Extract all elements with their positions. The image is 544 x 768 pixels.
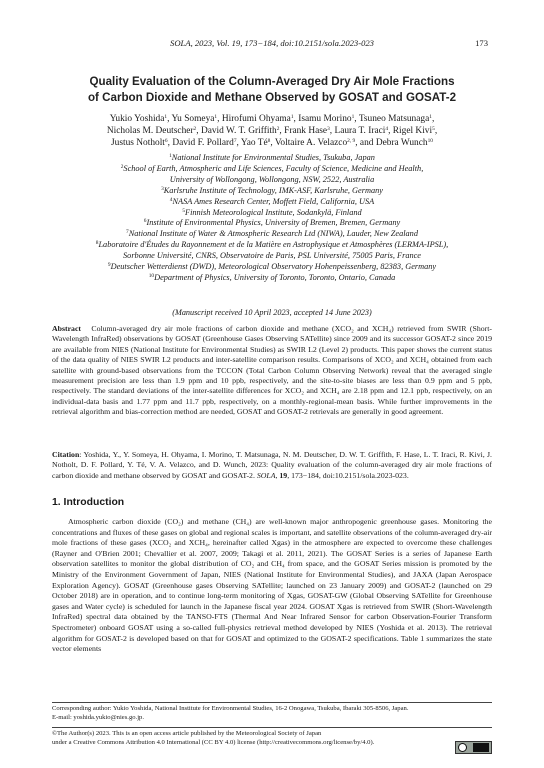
affiliation-text: Sorbonne Université, CNRS, Observatoire de Paris, PSL Université, 75005 Paris, France — [123, 251, 421, 261]
corresponding-email: E-mail: yoshida.yukio@nies.go.jp. — [52, 713, 144, 721]
article-title — [40, 74, 504, 106]
cc-circle-icon — [458, 743, 467, 752]
affiliation-text: National Institute for Environmental Studies, Tsukuba, Japan — [171, 153, 375, 162]
cc-by-block-icon — [473, 743, 489, 752]
affiliation-line — [30, 273, 514, 284]
author-line: Justus Notholt$^6$, David F. Pollard$^7$, Yao $Té^8$, Voltaire A. Velazco$^{2, 9}$, and Debra Wunch$^{10}$ — [111, 138, 433, 149]
affiliation-number: 9 — [107, 261, 111, 268]
corresponding-author-line: Corresponding author: Yukio Yoshida, National Institute for Environmental Studies, 16-2 Onogawa, Tsukuba, Ibaraki 305-8506, Japan. — [52, 705, 409, 712]
author-affiliation-mark: 4 — [385, 126, 389, 133]
author-affiliation-mark: 2 — [193, 126, 197, 133]
author-affiliation-mark: 1 — [164, 113, 168, 120]
abstract-label: Abstract — [52, 324, 82, 333]
license-line-2: under a Creative Commons Attribution 4.0 International (CC BY 4.0) license (http://creativecommons.org/license/by/4.0). — [52, 738, 375, 746]
author-name: Hirofumi Ohyama — [221, 114, 291, 124]
affiliation-line — [30, 229, 514, 240]
affiliation-line — [30, 175, 514, 186]
affiliation-number: 8 — [95, 240, 99, 247]
page-number: 173 — [475, 38, 488, 48]
affiliation-line — [30, 186, 514, 197]
affiliation-number: 4 — [169, 196, 173, 203]
journal-citation-header: SOLA, 2023, Vol. 19, 173−184, doi:10.2151/sola.2023-023 — [170, 38, 374, 48]
author-affiliation-mark: 8 — [267, 138, 271, 145]
affiliation-line — [30, 218, 514, 229]
author-affiliation-mark: 1 — [214, 113, 218, 120]
author-affiliation-mark: 6 — [164, 138, 168, 145]
author-name: Yao Té — [240, 138, 268, 149]
abstract — [52, 324, 492, 418]
affiliation-text: Finnish Meteorological Institute, Sodankylä, Finland — [185, 207, 362, 217]
affiliation-number: 2 — [120, 163, 124, 170]
citation-label: Citation — [52, 450, 80, 459]
affiliation-text: NASA Ames Research Center, Moffett Field, California, USA — [172, 196, 375, 206]
affiliation-number: 10 — [148, 272, 155, 279]
title-line-2: of Carbon Dioxide and Methane Observed by GOSAT and GOSAT-2 — [87, 91, 457, 104]
author-list — [40, 113, 504, 150]
affiliation-number: 1 — [169, 152, 172, 159]
author-name: Rigel Kivi — [392, 126, 433, 137]
manuscript-dates: (Manuscript received 10 April 2023, accepted 14 June 2023) — [172, 308, 372, 317]
section-heading-introduction: 1. Introduction — [52, 497, 125, 508]
author-name: Frank Hase — [284, 126, 328, 137]
author-name: Voltaire A. Velazco — [274, 138, 348, 149]
affiliation-line — [30, 240, 514, 251]
affiliation-text: University of Wollongong, Wollongong, NSW, 2522, Australia — [169, 174, 375, 184]
author-affiliation-mark: 10 — [427, 138, 433, 145]
footnote-divider — [52, 702, 492, 703]
citation-text: : Yoshida, Y., Y. Someya, H. Ohyama, I. Morino, T. Matsunaga, N. M. Deutscher, D. W. T. Griffith, F. Hase, L. T. Iraci, R. Kivi, J. Notholt, D. F. Pollard, Y. Té, V. A. Velazco, and D. Wunch, 2023: Quality evaluation of the column-averaged dry air mole fractions of carbon dioxide and methane observed by GOSAT and GOSAT-2. — [52, 450, 492, 480]
corresponding-author — [52, 705, 492, 722]
affiliation-text: Deutscher Wetterdienst (DWD), Meteorological Observatory Hohenpeissenberg, 82383, Germany — [110, 262, 437, 272]
author-name: Debra Wunch — [375, 138, 428, 149]
abstract-text: Column-averaged dry air mole fractions of carbon dioxide and methane (XCO₂ and XCH₄) retrieved from SWIR (Short-Wavelength InfraRed) observations by GOSAT (Greenhouse Gases Observing SATellite) since 2009 and its successor GOSAT-2 since 2019 are available from NIES (National Institute for Environmental Studies) as SWIR L2 (Level 2) products. This paper shows the current status of the data quality of NIES SWIR L2 products and inter-satellite comparison results. Comparisons of XCO₂ and XCH₄ obtained from each satellite with ground-based observations from the TCCON (Total Carbon Column Observing Network) reveal that the averaged single measurement precision are less than 1.9 ppm and 10 ppb, respectively, and the site-to-site biases are less than 0.9 ppm and 5 ppb, respectively. The standard deviations of the inter-satellite differences for XCO₂ and XCH₄ are 2.18 ppm and 12.1 ppb, respectively, on an individual-data basis and 1.77 ppm and 11.7 ppb, respectively, on a monthly-regional-mean basis. While further improvements in the retrieval algorithm and bias-correction method are needed, GOSAT and GOSAT-2 retrievals are generally in good agreement. — [52, 324, 492, 417]
license-line-1: ©The Author(s) 2023. This is an open access article published by the Meteorological Society of Japan — [52, 730, 322, 737]
affiliation-text: Department of Physics, University of Toronto, Toronto, Ontario, Canada — [154, 272, 396, 282]
license-divider — [52, 727, 492, 728]
author-name: David F. Pollard — [172, 138, 234, 149]
author-affiliation-mark: 2, 9 — [347, 138, 356, 145]
affiliation-number: 7 — [126, 229, 129, 236]
author-affiliation-mark: 3 — [327, 126, 330, 133]
author-affiliation-mark: 1 — [351, 113, 355, 120]
author-affiliation-mark: 5 — [432, 126, 435, 133]
author-name: Tsuneo Matsunaga — [358, 114, 430, 124]
introduction-text — [52, 517, 492, 655]
affiliation-line — [30, 262, 514, 273]
author-name: Isamu Morino — [298, 114, 352, 124]
affiliation-number: 3 — [161, 185, 164, 192]
license-notice — [52, 730, 452, 747]
affiliation-line — [30, 153, 514, 164]
author-name: David W. T. Griffith — [200, 126, 277, 137]
affiliation-list — [30, 153, 514, 284]
running-header — [0, 38, 544, 50]
author-name: Justus Notholt — [111, 138, 165, 149]
author-affiliation-mark: 7 — [233, 138, 237, 145]
author-affiliation-mark: 2 — [276, 126, 280, 133]
affiliation-text: Karlsruhe Institute of Technology, IMK-ASF, Karlsruhe, Germany — [163, 185, 383, 195]
affiliation-text: Laboratoire d'Études du Rayonnement et de la Matière en Astrophysique et Atmosphères (LERMA-IPSL), — [98, 240, 449, 250]
author-name: Yu Someya — [171, 114, 215, 124]
citation-pages: , 173−184, doi:10.2151/sola.2023-023. — [287, 470, 409, 480]
affiliation-text: School of Earth, Atmospheric and Life Sciences, Faculty of Science, Medicine and Health, — [123, 163, 424, 173]
author-affiliation-mark: 1 — [429, 113, 432, 120]
citation-volume: 19 — [279, 470, 288, 480]
author-name: Yukio Yoshida — [109, 114, 165, 124]
affiliation-line — [30, 164, 514, 175]
affiliation-number: 5 — [182, 207, 186, 214]
author-affiliation-mark: 1 — [290, 113, 294, 120]
introduction-paragraph: Atmospheric carbon dioxide (CO₂) and methane (CH₄) are well-known major anthropogenic greenhouse gases. Monitoring the concentrations and fluxes of these gases on global and regional scales is important, and satellite observations of the column-averaged dry-air mole fractions of these gases (XCO₂ and XCH₄, hereinafter called Xgas) in the atmosphere are expected to overcome these challenges (Rayner and O'Brien 2001; Chevallier et al. 2007, 2009; Takagi et al. 2011, 2021). The GOSAT Series is a series of Japanese Earth observation satellites to monitor the global distribution of CO₂ and CH₄ from space, and the GOSAT Series mission is promoted by the Ministry of the Environment Government of Japan, NIES (National Institute for Environmental Studies), and JAXA (Japan Aerospace Exploration Agency). GOSAT (Greenhouse gases Observing SATellite; launched on 23 January 2009) and GOSAT-2 (launched on 29 October 2018) are in operation, and to continue long-term monitoring of Xgas, GOSAT-GW (Global Observing SATellite for Greenhouse gases and Water cycle) is scheduled for launch in the Japanese fiscal year 2024. GOSAT Xgas is retrieved from SWIR (Short-Wavelength InfraRed) spectral data obtained by the TANSO-FTS (Thermal And Near Infrared Sensor for carbon Observation-Fourier Transform Spectrometer) onboard GOSAT using a so-called full-physics retrieval method developed by NIES (Yoshida et al. 2013). The retrieval algorithm for GOSAT-2 is developed based on that for GOSAT and optimized to the GOSAT-2 specifications. Table 1 summarizes the state vector elements — [52, 517, 492, 654]
affiliation-number: 6 — [143, 218, 147, 225]
author-line: Nicholas M. Deutscher$^2$, David W. T. Griffith$^2$, Frank Hase$^3$, Laura T. Iraci$^4$, Rigel Kivi$^5$, — [106, 126, 438, 137]
affiliation-line — [30, 208, 514, 219]
affiliation-line — [30, 251, 514, 262]
citation: Citation: Yoshida, Y., Y. Someya, H. Ohyama, I. Morino, T. Matsunaga, N. M. Deutscher, D. W. T. Griffith, F. Hase, L. T. Iraci, R. Kivi, J. Notholt, D. F. Pollard, Y. Té, V. A. Velazco, and D. Wunch, 2023: Quality evaluation of the column-averaged dry air mole fractions of carbon dioxide and methane observed by GOSAT and GOSAT-2. SOLA, 19, 173−184, doi:10.2151/sola.2023-023. — [52, 450, 492, 480]
title-line-1: Quality Evaluation of the Column-Averaged Dry Air Mole Fractions — [89, 75, 455, 88]
cc-by-license-icon — [455, 741, 492, 754]
affiliation-text: National Institute of Water & Atmospheric Research Ltd (NIWA), Lauder, New Zealand — [128, 229, 418, 239]
author-name: Laura T. Iraci — [334, 126, 386, 137]
author-line: Yukio Yoshida$^1$, Yu Someya$^1$, Hirofumi Ohyama$^1$, Isamu Morino$^1$, Tsuneo Matsunaga$^1$, — [109, 113, 435, 124]
affiliation-line — [30, 197, 514, 208]
affiliation-text: Institute of Environmental Physics, University of Bremen, Bremen, Germany — [146, 218, 401, 228]
citation-journal: SOLA — [256, 470, 276, 480]
author-name: Nicholas M. Deutscher — [106, 126, 194, 137]
